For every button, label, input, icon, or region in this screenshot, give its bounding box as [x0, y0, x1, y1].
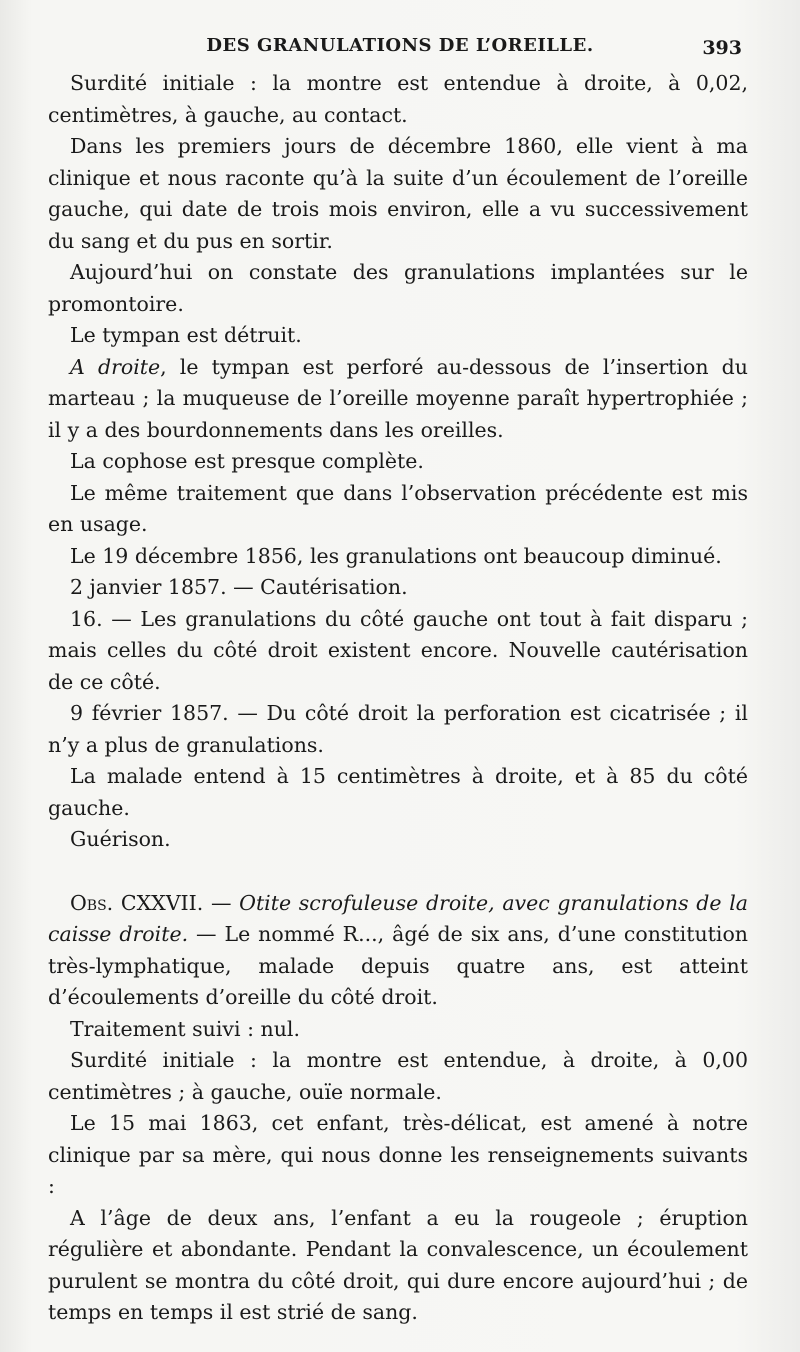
- paragraph: Dans les premiers jours de décembre 1860, elle vient à ma clinique et nous raconte qu’à la suite d’un écoulement de l’oreille gauche, qui date de trois mois environ, elle a vu successivement du sang et du pus en sortir.: [48, 134, 748, 253]
- page-number: 393: [702, 37, 742, 59]
- paragraph: 16. — Les granulations du côté gauche ont tout à fait disparu ; mais celles du côté droit existent encore. Nouvelle cautérisation de ce côté.: [48, 606, 748, 694]
- paragraph: Surdité initiale : la montre est entendue, à droite, à 0,00 centimètres ; à gauche, ouïe normale.: [48, 1048, 748, 1104]
- paragraph: Le même traitement que dans l’observation précédente est mis en usage.: [48, 480, 748, 536]
- observation-dash: —: [203, 890, 240, 915]
- droite-lead: A droite: [70, 354, 161, 379]
- section-gap: [48, 856, 748, 888]
- running-title: DES GRANULATIONS DE L’OREILLE.: [206, 35, 594, 56]
- paragraph: Le 15 mai 1863, cet enfant, très-délicat, est amené à notre clinique par sa mère, qui nous donne les renseignements suivants :: [48, 1111, 748, 1198]
- paragraph: Aujourd’hui on constate des granulations implantées sur le promontoire.: [48, 260, 748, 316]
- body-text: [48, 68, 748, 1329]
- observation-text: — Le nommé R..., âgé de six ans, d’une constitution très-lymphatique, malade depuis quatre ans, est atteint d’écoulements d’oreille du côté droit.: [48, 922, 749, 1009]
- paragraph: Surdité initiale : la montre est entendue à droite, à 0,02, centimètres, à gauche, au contact.: [48, 71, 748, 127]
- paragraph: Guérison.: [70, 827, 171, 851]
- paragraph: La cophose est presque complète.: [70, 449, 424, 473]
- paragraph: 9 février 1857. — Du côté droit la perforation est cicatrisée ; il n’y a plus de granulations.: [48, 701, 748, 757]
- paragraph: Le tympan est détruit.: [70, 323, 302, 347]
- paragraph: La malade entend à 15 centimètres à droite, et à 85 du côté gauche.: [48, 764, 748, 820]
- paragraph: A l’âge de deux ans, l’enfant a eu la rougeole ; éruption régulière et abondante. Pendant la convalescence, un écoulement purulent se montra du côté droit, qui dure encore aujourd’hui ; de temps en temps il est strié de sang.: [48, 1205, 748, 1324]
- paragraph: Traitement suivi : nul.: [70, 1016, 300, 1041]
- observation-title: Otite scrofuleuse droite, avec granulations de la caisse droite.: [48, 890, 748, 946]
- paragraph: Le 19 décembre 1856, les granulations ont beaucoup diminué.: [70, 543, 722, 568]
- observation-heading: [48, 888, 748, 1014]
- paragraph-droite: [48, 352, 748, 447]
- droite-rest: , le tympan est perforé au-dessous de l’insertion du marteau ; la muqueuse de l’oreille moyenne paraît hypertrophiée ; il y a des bourdonnements dans les oreilles.: [48, 354, 748, 442]
- page-header: [0, 35, 800, 65]
- paragraph: 2 janvier 1857. — Cautérisation.: [70, 575, 408, 599]
- observation-label: Obs. CXXVII.: [70, 890, 204, 915]
